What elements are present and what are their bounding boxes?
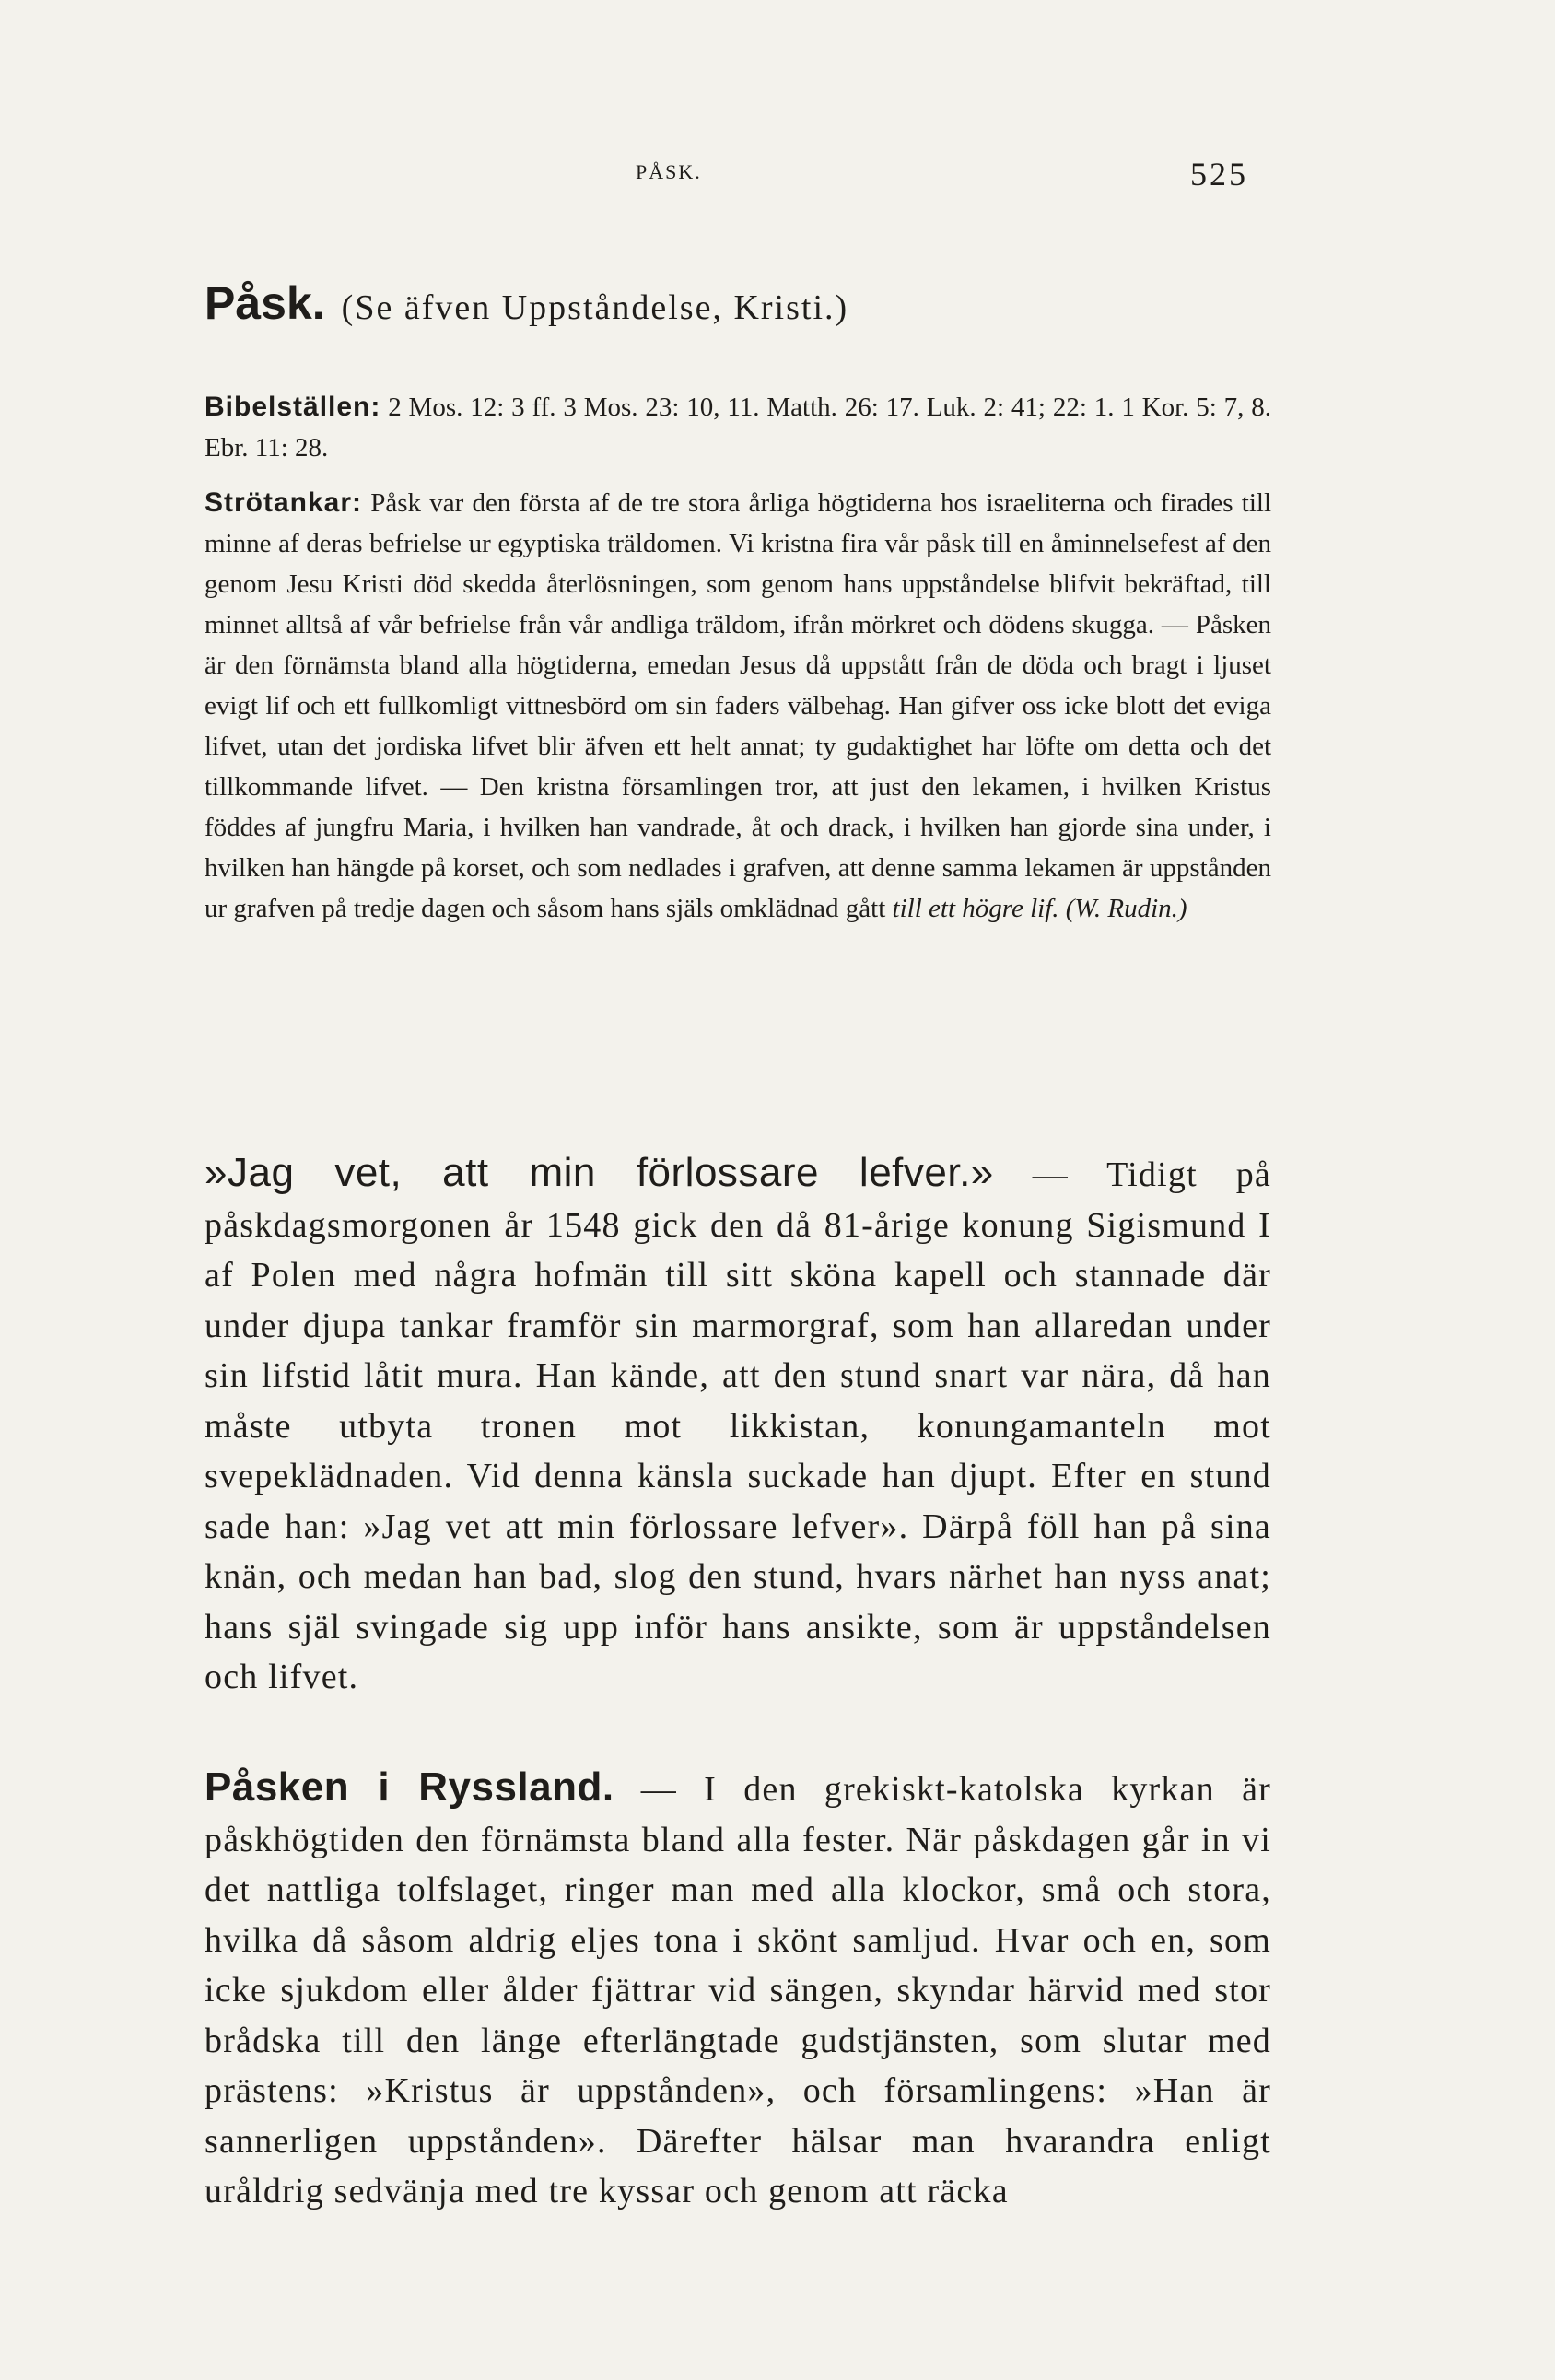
section-text-jag-vet: — Tidigt på påskdagsmorgonen år 1548 gick den då 81-årige konung Sigismund I af Polen med några hofmän till sitt sköna kapell och stannade där under djupa tankar framför sin marmorgraf, som han allaredan under sin lifstid låtit mura. Han kände, att den stund snart var nära, då han måste utbyta tronen mot likkistan, konungamanteln mot svepeklädnaden. Vid denna känsla suckade han djupt. Efter en stund sade han: »Jag vet att min förlossare lefver». Därpå föll han på sina knän, och medan han bad, slog den stund, hvars närhet han nyss anat; hans själ svingade sig upp inför hans ansikte, som är uppståndelsen och lifvet. — [205, 1155, 1271, 1696]
reflections-text: Påsk var den första af de tre stora årliga högtiderna hos israeliterna och firades till minne af deras befrielse ur egyptiska träldomen. Vi kristna fira vår påsk till en åminnelsefest af den genom Jesu Kristi död skedda återlösningen, som genom hans uppståndelse blifvit bekräftad, till minnet alltså af vår befrielse från vår andliga träldom, ifrån mörkret och dödens skugga. — Påsken är den förnämsta bland alla högtiderna, emedan Jesus då uppstått från de döda och bragt i ljuset evigt lif och ett fullkomligt vittnesbörd om sin faders välbehag. Han gifver oss icke blott det eviga lifvet, utan det jordiska lifvet blir äfven ett helt annat; ty gudaktighet har löfte om detta och det tillkommande lifvet. — Den kristna församlingen tror, att just den lekamen, i hvilken Kristus föddes af jungfru Maria, i hvilken han vandrade, åt och drack, i hvilken han gjorde sina under, i hvilken han hängde på korset, och som nedlades i grafven, att denne samma lekamen är uppstånden ur grafven på tredje dagen och såsom hans själs omklädnad gått — [205, 488, 1272, 923]
running-title: PÅSK. — [636, 160, 702, 183]
entry-cross-reference: (Se äfven Uppståndelse, Kristi.) — [341, 288, 849, 327]
section-russia — [205, 1763, 1271, 2217]
section-text-ryssland: — I den grekiskt-katolska kyrkan är påskhögtiden den förnämsta bland alla fester. När påskdagen går in vi det nattliga tolfslaget, ringer man med alla klockor, små och stora, hvilka då såsom aldrig eljes tona i skönt samljud. Hvar och en, som icke sjukdom eller ålder fjättrar vid sängen, skyndar härvid med stor brådska till den länge efterlängtade gudstjänsten, som slutar med prästens: »Kristus är uppstånden», och församlingens: »Han är sannerligen uppstånden». Därefter hälsar man hvarandra enligt uråldrig sedvänja med tre kyssar och genom att räcka — [205, 1770, 1271, 2210]
running-head — [0, 155, 1555, 192]
bible-references-label: Bibelställen: — [205, 392, 381, 422]
section-heading-jag-vet: »Jag vet, att min förlossare lefver.» — [205, 1150, 994, 1195]
reflections-citation: till ett högre lif. (W. Rudin.) — [892, 894, 1187, 923]
page-number: 525 — [1190, 156, 1248, 193]
entry-heading — [205, 276, 1271, 330]
bible-references-text: 2 Mos. 12: 3 ff. 3 Mos. 23: 10, 11. Matth. 26: 17. Luk. 2: 41; 22: 1. 1 Kor. 5: 7, 8. Ebr. 11: 28. — [205, 393, 1271, 463]
entry-title: Påsk. — [205, 277, 325, 329]
section-heading-ryssland: Påsken i Ryssland. — [205, 1764, 614, 1810]
section-sigismund — [205, 1148, 1271, 1703]
reflections-paragraph — [205, 483, 1271, 929]
reflections-label: Strötankar: — [205, 487, 363, 518]
bible-references-paragraph — [205, 387, 1271, 468]
